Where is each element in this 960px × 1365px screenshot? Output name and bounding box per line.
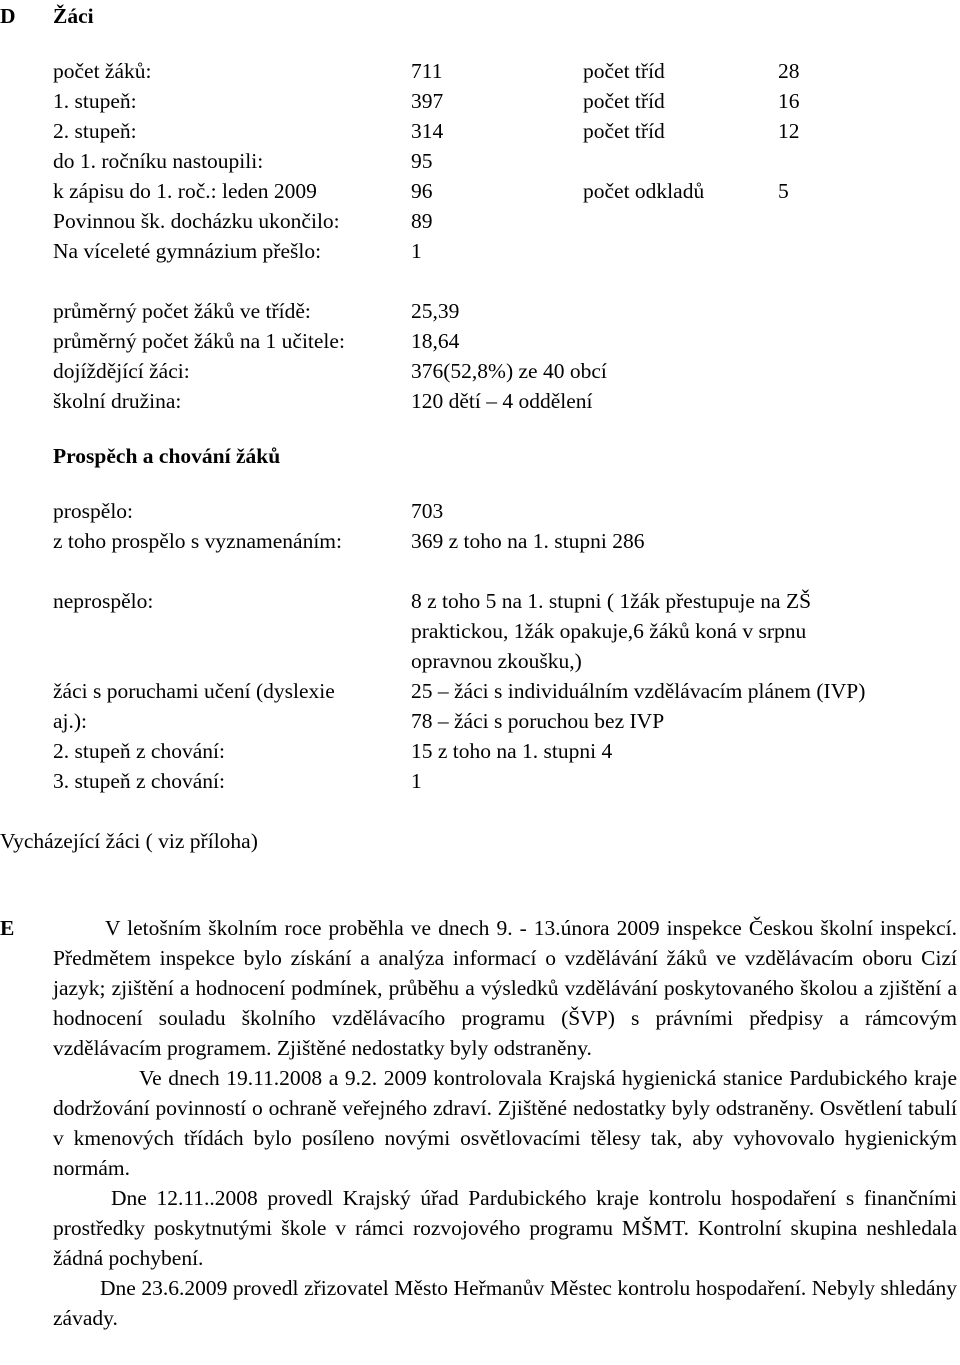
count-label: 1. stupeň: bbox=[53, 89, 137, 113]
commuting-value: 376(52,8%) ze 40 obcí bbox=[411, 359, 607, 383]
section-letter-d: D bbox=[0, 4, 16, 28]
count-label: Povinnou šk. docházku ukončilo: bbox=[53, 209, 340, 233]
count-label: počet žáků: bbox=[53, 59, 152, 83]
failed-label: neprospělo: bbox=[53, 589, 154, 613]
failed-value-line: opravnou zkoušku,) bbox=[411, 649, 582, 673]
disorders-label-line: žáci s poruchami učení (dyslexie bbox=[53, 679, 335, 703]
average-label: průměrný počet žáků ve třídě: bbox=[53, 299, 311, 323]
count-extra-label: počet odkladů bbox=[583, 179, 705, 203]
section-e-body bbox=[53, 913, 957, 1333]
average-label: průměrný počet žáků na 1 učitele: bbox=[53, 329, 345, 353]
failed-value-line: 8 z toho 5 na 1. stupni ( 1žák přestupuje na ZŠ bbox=[411, 589, 812, 613]
disorders-label-line: aj.): bbox=[53, 709, 88, 733]
behavior2-label: 2. stupeň z chování: bbox=[53, 739, 225, 763]
founder-paragraph: Dne 23.6.2009 provedl zřizovatel Město Heřmanův Městec kontrolu hospodaření. Nebyly shledány závady. bbox=[53, 1276, 957, 1330]
club-label: školní družina: bbox=[53, 389, 182, 413]
club-value: 120 dětí – 4 oddělení bbox=[411, 389, 593, 413]
regional-office-paragraph: Dne 12.11..2008 provedl Krajský úřad Pardubického kraje kontrolu hospodaření s finančními prostředky poskytnutými škole v rámci rozvojového programu MŠMT. Kontrolní skupina neshledala žádná pochybení. bbox=[53, 1186, 957, 1270]
count-extra-label: počet tříd bbox=[583, 89, 665, 113]
count-value: 89 bbox=[411, 209, 433, 233]
count-value: 314 bbox=[411, 119, 444, 143]
count-value: 397 bbox=[411, 89, 444, 113]
graduates-note: Vycházející žáci ( viz příloha) bbox=[0, 829, 258, 853]
failed-value-line: praktickou, 1žák opakuje,6 žáků koná v srpnu bbox=[411, 619, 807, 643]
count-label: Na víceleté gymnázium přešlo: bbox=[53, 239, 322, 263]
count-value: 96 bbox=[411, 179, 433, 203]
count-label: do 1. ročníku nastoupili: bbox=[53, 149, 264, 173]
count-extra-label: počet tříd bbox=[583, 59, 665, 83]
passed-label: prospělo: bbox=[53, 499, 134, 523]
honors-value: 369 z toho na 1. stupni 286 bbox=[411, 529, 645, 553]
count-extra-value: 12 bbox=[778, 119, 800, 143]
average-value: 18,64 bbox=[411, 329, 460, 353]
count-extra-value: 16 bbox=[778, 89, 800, 113]
count-value: 711 bbox=[411, 59, 443, 83]
section-letter-e: E bbox=[0, 916, 15, 940]
count-value: 1 bbox=[411, 239, 422, 263]
count-extra-label: počet tříd bbox=[583, 119, 665, 143]
disorders-value-line: 25 – žáci s individuálním vzdělávacím plánem (IVP) bbox=[411, 679, 866, 703]
count-extra-value: 5 bbox=[778, 179, 789, 203]
inspection-paragraph: V letošním školním roce proběhla ve dnech 9. - 13.února 2009 inspekce Českou školní inspekcí. Předmětem inspekce bylo získání a analýza informací o vzdělávání žáků ve vzdělávacím oboru Cizí jazyk; zjištění a hodnocení podmínek, průběhu a výsledků vzdělávání poskytovaného školou a zjištění a hodnocení souladu školního vzdělávacího programu (ŠVP) s právními předpisy a rámcovým vzdělávacím programem. Zjištěné nedostatky byly odstraněny. bbox=[53, 916, 957, 1060]
behavior3-value: 1 bbox=[411, 769, 422, 793]
behavior3-label: 3. stupeň z chování: bbox=[53, 769, 225, 793]
passed-value: 703 bbox=[411, 499, 444, 523]
average-value: 25,39 bbox=[411, 299, 460, 323]
count-value: 95 bbox=[411, 149, 433, 173]
behavior2-value: 15 z toho na 1. stupni 4 bbox=[411, 739, 613, 763]
commuting-label: dojíždějící žáci: bbox=[53, 359, 190, 383]
section-title: Žáci bbox=[53, 4, 94, 28]
count-label: k zápisu do 1. roč.: leden 2009 bbox=[53, 179, 317, 203]
count-extra-value: 28 bbox=[778, 59, 800, 83]
disorders-value-line: 78 – žáci s poruchou bez IVP bbox=[411, 709, 665, 733]
count-label: 2. stupeň: bbox=[53, 119, 137, 143]
hygiene-paragraph: Ve dnech 19.11.2008 a 9.2. 2009 kontrolovala Krajská hygienická stanice Pardubického kraje dodržování povinností o ochraně veřejného zdraví. Zjištěné nedostatky byly odstraněny. Osvětlení tabulí v kmenových třídách bylo posíleno novými osvětlovacími tělesy tak, aby vyhovovalo hygienickým normám. bbox=[53, 1066, 957, 1180]
results-heading: Prospěch a chování žáků bbox=[53, 444, 281, 468]
honors-label: z toho prospělo s vyznamenáním: bbox=[53, 529, 342, 553]
